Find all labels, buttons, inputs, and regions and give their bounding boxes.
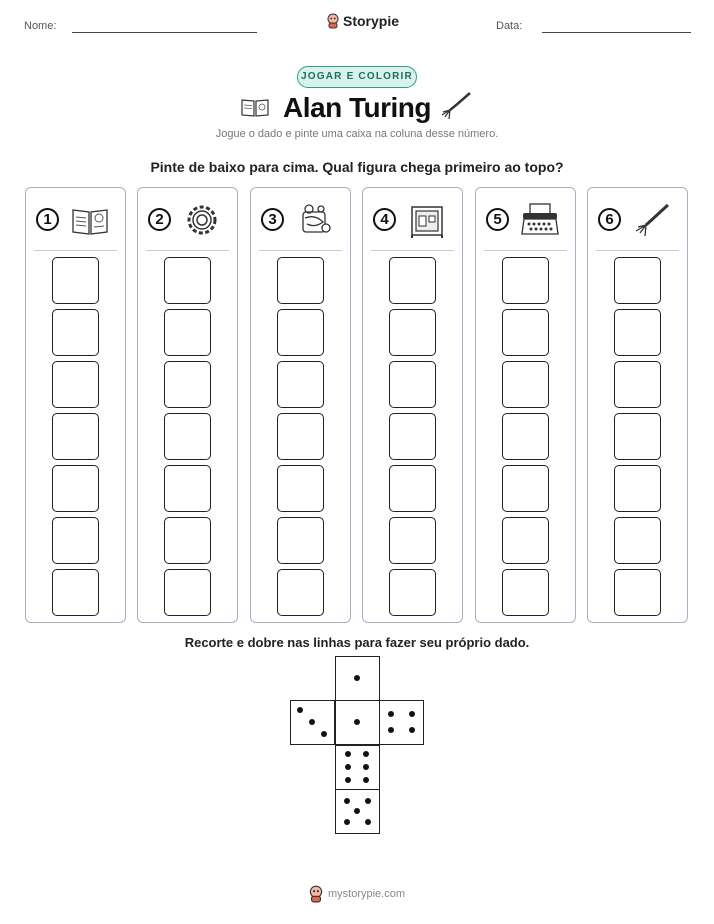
color-box[interactable] bbox=[389, 517, 436, 564]
color-box[interactable] bbox=[389, 361, 436, 408]
color-box[interactable] bbox=[389, 309, 436, 356]
die-face-right bbox=[379, 700, 424, 745]
die-pip bbox=[344, 798, 350, 804]
color-box[interactable] bbox=[52, 465, 99, 512]
safe-icon bbox=[407, 202, 447, 238]
die-pip bbox=[363, 764, 369, 770]
column-divider bbox=[34, 250, 117, 251]
color-box[interactable] bbox=[502, 517, 549, 564]
color-box[interactable] bbox=[502, 569, 549, 616]
column-2 bbox=[137, 187, 238, 623]
color-box[interactable] bbox=[502, 257, 549, 304]
die-pip bbox=[309, 719, 315, 725]
die-pip bbox=[409, 727, 415, 733]
column-divider bbox=[259, 250, 342, 251]
activity-badge: JOGAR E COLORIR bbox=[297, 66, 417, 88]
die-pip bbox=[321, 731, 327, 737]
name-label: Nome: bbox=[24, 20, 57, 32]
die-face-bottom1 bbox=[335, 745, 380, 790]
column-divider bbox=[371, 250, 454, 251]
color-box[interactable] bbox=[277, 413, 324, 460]
color-box[interactable] bbox=[614, 517, 661, 564]
column-divider bbox=[596, 250, 679, 251]
color-box[interactable] bbox=[614, 257, 661, 304]
puzzle-icon bbox=[295, 202, 335, 238]
cut-instruction: Recorte e dobre nas linhas para fazer seu próprio dado. bbox=[184, 635, 530, 650]
color-box[interactable] bbox=[614, 569, 661, 616]
color-box[interactable] bbox=[52, 517, 99, 564]
color-box[interactable] bbox=[277, 517, 324, 564]
page-title: Alan Turing bbox=[283, 92, 431, 123]
color-box[interactable] bbox=[389, 257, 436, 304]
column-divider bbox=[146, 250, 229, 251]
die-pip bbox=[363, 751, 369, 757]
color-box[interactable] bbox=[164, 413, 211, 460]
name-line bbox=[72, 32, 257, 33]
color-box[interactable] bbox=[164, 517, 211, 564]
brand-name: Storypie bbox=[343, 13, 400, 29]
color-box[interactable] bbox=[277, 361, 324, 408]
cable-icon bbox=[440, 90, 474, 122]
color-box[interactable] bbox=[502, 465, 549, 512]
color-box[interactable] bbox=[277, 257, 324, 304]
die-pip bbox=[363, 777, 369, 783]
date-line bbox=[542, 32, 691, 33]
column-number: 1 bbox=[36, 208, 59, 231]
column-number: 3 bbox=[261, 208, 284, 231]
color-box[interactable] bbox=[277, 465, 324, 512]
color-box[interactable] bbox=[52, 257, 99, 304]
footer bbox=[308, 885, 405, 903]
die-pip bbox=[388, 711, 394, 717]
color-box[interactable] bbox=[389, 569, 436, 616]
die-pip bbox=[345, 751, 351, 757]
book-icon bbox=[70, 202, 110, 238]
die-pip bbox=[388, 727, 394, 733]
die-pip bbox=[354, 719, 360, 725]
subtitle: Jogue o dado e pinte uma caixa na coluna desse número. bbox=[215, 128, 499, 140]
die-face-bottom2 bbox=[335, 789, 380, 834]
color-box[interactable] bbox=[52, 309, 99, 356]
color-box[interactable] bbox=[614, 465, 661, 512]
column-header bbox=[148, 202, 228, 242]
color-box[interactable] bbox=[389, 413, 436, 460]
color-box[interactable] bbox=[52, 569, 99, 616]
color-box[interactable] bbox=[614, 309, 661, 356]
color-box[interactable] bbox=[164, 465, 211, 512]
column-6 bbox=[587, 187, 688, 623]
color-box[interactable] bbox=[614, 413, 661, 460]
color-box[interactable] bbox=[277, 569, 324, 616]
mascot-icon bbox=[308, 885, 324, 903]
color-box[interactable] bbox=[164, 257, 211, 304]
die-pip bbox=[297, 707, 303, 713]
color-box[interactable] bbox=[52, 413, 99, 460]
column-header bbox=[598, 202, 678, 242]
column-4 bbox=[362, 187, 463, 623]
instruction: Pinte de baixo para cima. Qual figura chega primeiro ao topo? bbox=[150, 159, 564, 175]
color-box[interactable] bbox=[502, 361, 549, 408]
die-pip bbox=[345, 764, 351, 770]
column-number: 5 bbox=[486, 208, 509, 231]
column-header bbox=[486, 202, 566, 242]
die-face-left bbox=[290, 700, 335, 745]
column-header bbox=[261, 202, 341, 242]
die-pip bbox=[345, 777, 351, 783]
typewriter-icon bbox=[520, 202, 560, 238]
die-face-top bbox=[335, 656, 380, 701]
die-pip bbox=[409, 711, 415, 717]
column-5 bbox=[475, 187, 576, 623]
gear-icon bbox=[182, 202, 222, 238]
column-header bbox=[36, 202, 116, 242]
die-pip bbox=[365, 798, 371, 804]
brand-logo bbox=[326, 13, 399, 29]
column-3 bbox=[250, 187, 351, 623]
color-box[interactable] bbox=[164, 361, 211, 408]
die-face-center bbox=[335, 700, 380, 745]
color-box[interactable] bbox=[389, 465, 436, 512]
date-label: Data: bbox=[496, 20, 523, 32]
column-header bbox=[373, 202, 453, 242]
color-box[interactable] bbox=[502, 309, 549, 356]
color-box[interactable] bbox=[502, 413, 549, 460]
column-number: 2 bbox=[148, 208, 171, 231]
color-box[interactable] bbox=[164, 569, 211, 616]
column-number: 6 bbox=[598, 208, 621, 231]
mascot-icon bbox=[326, 13, 340, 29]
die-pip bbox=[354, 675, 360, 681]
color-box[interactable] bbox=[52, 361, 99, 408]
color-box[interactable] bbox=[277, 309, 324, 356]
column-1 bbox=[25, 187, 126, 623]
die-pip bbox=[365, 819, 371, 825]
footer-url: mystorypie.com bbox=[328, 888, 406, 900]
die-pip bbox=[344, 819, 350, 825]
cable-icon bbox=[632, 202, 672, 238]
die-pip bbox=[354, 808, 360, 814]
column-divider bbox=[484, 250, 567, 251]
color-box[interactable] bbox=[614, 361, 661, 408]
column-number: 4 bbox=[373, 208, 396, 231]
color-box[interactable] bbox=[164, 309, 211, 356]
